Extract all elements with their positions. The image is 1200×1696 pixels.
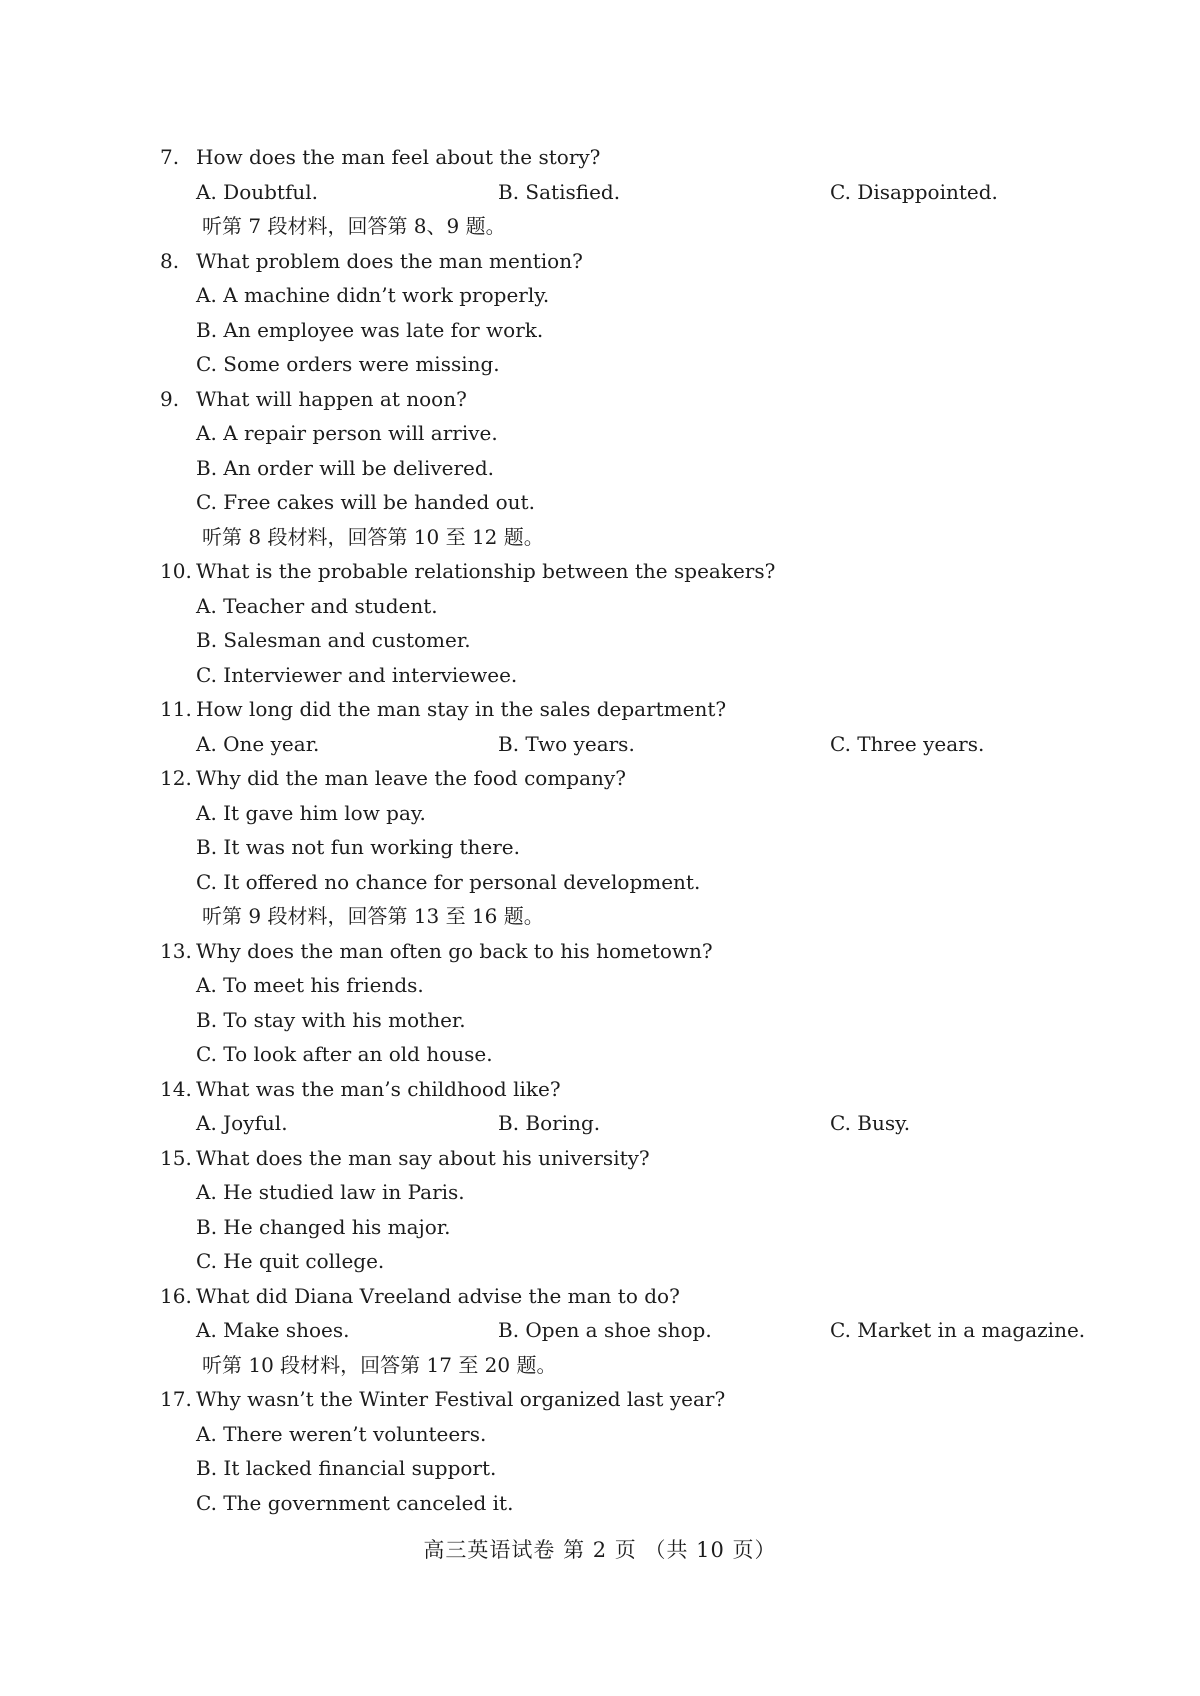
option-c: C. To look after an old house. xyxy=(196,1042,493,1066)
question-text: What is the probable relationship between the speakers? xyxy=(196,559,776,583)
question-stem xyxy=(160,761,1100,796)
option-a: A. Joyful. xyxy=(196,1111,288,1135)
option-b: B. Salesman and customer. xyxy=(196,628,471,652)
question-block xyxy=(160,1382,1100,1520)
question-number: 9. xyxy=(160,386,180,411)
question-number: 13. xyxy=(160,938,192,963)
question-text: How long did the man stay in the sales department? xyxy=(196,697,727,721)
question-stem xyxy=(160,1072,1100,1107)
option-c: C. Three years. xyxy=(830,731,985,756)
option-b: B. Two years. xyxy=(498,731,635,756)
question-stem xyxy=(160,140,1100,175)
option-c: C. He quit college. xyxy=(196,1249,385,1273)
question-number: 16. xyxy=(160,1283,192,1308)
option-c: C. Market in a magazine. xyxy=(830,1318,1086,1342)
question-text: What does the man say about his university? xyxy=(196,1145,650,1170)
question-stem xyxy=(160,934,1100,969)
question-text: What did Diana Vreeland advise the man to do? xyxy=(196,1283,680,1308)
option-a: A. There weren’t volunteers. xyxy=(196,1421,487,1446)
question-stem xyxy=(160,1279,1100,1314)
option-a: A. A repair person will arrive. xyxy=(196,421,498,445)
options-row xyxy=(160,1106,1100,1141)
options-row xyxy=(160,1313,1100,1348)
question-stem xyxy=(160,244,1100,279)
option-a: A. He studied law in Paris. xyxy=(196,1180,465,1204)
question-stem xyxy=(160,692,1100,727)
question-list xyxy=(160,140,1100,1520)
option-b: B. It lacked financial support. xyxy=(196,1456,497,1480)
section-instruction: 听第 9 段材料，回答第 13 至 16 题。 xyxy=(202,904,544,928)
option-b: B. Boring. xyxy=(498,1111,601,1135)
options-row xyxy=(160,727,1100,762)
option-b: B. Satisfied. xyxy=(498,179,621,204)
question-block xyxy=(160,244,1100,382)
option-b: B. Open a shoe shop. xyxy=(498,1318,712,1342)
option-b: B. An order will be delivered. xyxy=(196,455,495,480)
option-a: A. One year. xyxy=(196,731,320,756)
question-number: 7. xyxy=(160,145,180,169)
question-block xyxy=(160,934,1100,1072)
section-instruction: 听第 7 段材料，回答第 8、9 题。 xyxy=(202,214,506,238)
question-text: What problem does the man mention? xyxy=(196,248,583,273)
question-block xyxy=(160,140,1100,209)
options-row xyxy=(160,175,1100,210)
question-number: 17. xyxy=(160,1387,192,1411)
option-c: C. It offered no chance for personal development. xyxy=(196,869,701,894)
option-a: A. Make shoes. xyxy=(196,1318,350,1342)
question-stem xyxy=(160,382,1100,417)
option-c: C. Free cakes will be handed out. xyxy=(196,490,535,514)
question-text: Why does the man often go back to his hometown? xyxy=(196,938,713,963)
question-number: 8. xyxy=(160,248,180,273)
section-instruction: 听第 8 段材料，回答第 10 至 12 题。 xyxy=(202,524,544,549)
option-a: A. To meet his friends. xyxy=(196,973,424,997)
option-a: A. Teacher and student. xyxy=(196,593,438,618)
option-b: B. An employee was late for work. xyxy=(196,317,544,342)
question-stem xyxy=(160,1141,1100,1176)
question-block xyxy=(160,554,1100,692)
option-b: B. To stay with his mother. xyxy=(196,1007,466,1032)
option-b: B. It was not fun working there. xyxy=(196,835,520,859)
option-c: C. Some orders were missing. xyxy=(196,352,500,376)
option-c: C. The government canceled it. xyxy=(196,1490,514,1515)
question-number: 10. xyxy=(160,559,192,583)
question-text: Why did the man leave the food company? xyxy=(196,766,626,790)
option-c: C. Interviewer and interviewee. xyxy=(196,662,518,687)
question-block xyxy=(160,382,1100,520)
question-block xyxy=(160,761,1100,899)
question-number: 14. xyxy=(160,1076,192,1101)
question-text: Why wasn’t the Winter Festival organized last year? xyxy=(196,1387,726,1411)
question-block xyxy=(160,1141,1100,1279)
section-instruction: 听第 10 段材料，回答第 17 至 20 题。 xyxy=(202,1352,557,1377)
option-c: C. Disappointed. xyxy=(830,179,998,204)
question-stem xyxy=(160,1382,1100,1417)
option-a: A. A machine didn’t work properly. xyxy=(196,283,550,307)
question-block xyxy=(160,692,1100,761)
question-text: How does the man feel about the story? xyxy=(196,145,601,169)
option-a: A. It gave him low pay. xyxy=(196,800,426,825)
question-number: 12. xyxy=(160,766,192,790)
question-block xyxy=(160,1279,1100,1348)
question-number: 11. xyxy=(160,697,192,721)
option-b: B. He changed his major. xyxy=(196,1214,451,1239)
question-stem xyxy=(160,554,1100,589)
option-c: C. Busy. xyxy=(830,1111,911,1135)
question-block xyxy=(160,1072,1100,1141)
option-a: A. Doubtful. xyxy=(196,179,318,204)
question-text: What was the man’s childhood like? xyxy=(196,1076,561,1101)
question-number: 15. xyxy=(160,1145,192,1170)
page-footer: 高三英语试卷 第 2 页 （共 10 页） xyxy=(423,1538,777,1562)
question-text: What will happen at noon? xyxy=(196,386,467,411)
